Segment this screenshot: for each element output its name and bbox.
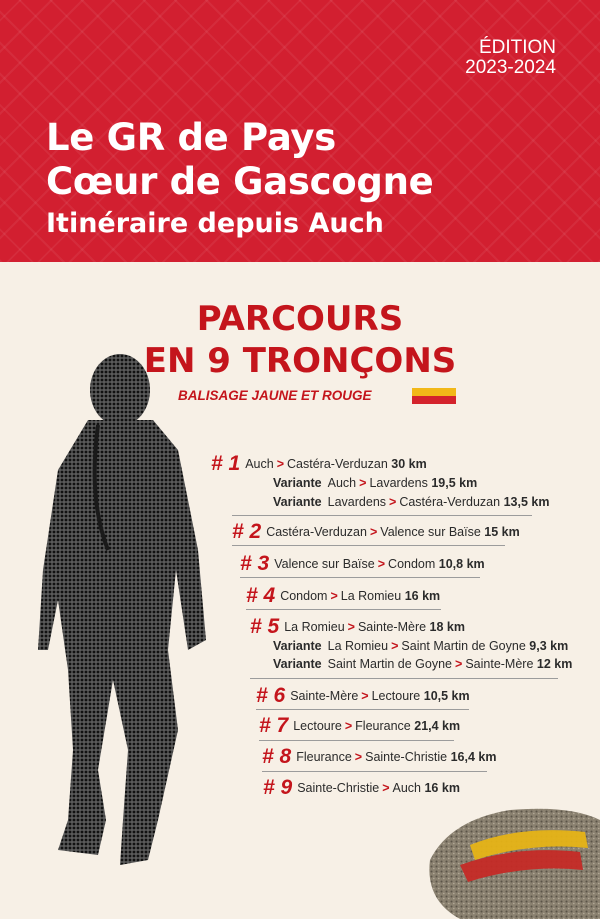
arrow-icon: >: [361, 689, 369, 703]
stage-distance: 10,8 km: [438, 557, 485, 571]
variant-to: Sainte-Mère: [465, 657, 534, 671]
variant-to: Saint Martin de Goyne: [401, 639, 526, 653]
stage-distance: 30 km: [391, 457, 427, 471]
arrow-icon: >: [389, 495, 397, 509]
title-line-2: Cœur de Gascogne: [46, 160, 434, 203]
stage-divider: [259, 740, 454, 741]
variant-to: Castéra-Verduzan: [399, 495, 501, 509]
stage-divider: [262, 771, 487, 772]
waymark-flag-icon: [412, 388, 456, 404]
edition-label: [465, 38, 556, 78]
variant-label: Variante: [273, 476, 322, 490]
page-subtitle: Itinéraire depuis Auch: [46, 208, 384, 239]
variant-from: La Romieu: [327, 639, 389, 653]
stage-to: Sainte-Mère: [357, 620, 427, 634]
variant-distance: 9,3 km: [529, 639, 569, 653]
stage-distance: 21,4 km: [414, 719, 461, 733]
stage-number: # 2: [232, 520, 262, 543]
stage-number: # 5: [250, 615, 280, 638]
stage-row: [256, 684, 470, 708]
stage-distance: 18 km: [429, 620, 465, 634]
stage-divider: [256, 709, 469, 710]
arrow-icon: >: [344, 719, 353, 733]
arrow-icon: >: [354, 750, 363, 764]
stage-distance: 16 km: [424, 781, 460, 795]
stage-to: La Romieu: [340, 589, 402, 603]
stage-distance: 10,5 km: [423, 689, 470, 703]
variant-row: [273, 495, 549, 509]
stage-row: [211, 452, 427, 476]
stage-from: Sainte-Mère: [290, 689, 359, 703]
stage-from: Fleurance: [296, 750, 352, 764]
balisage-label: BALISAGE JAUNE ET ROUGE: [178, 388, 372, 403]
flag-yellow-stripe: [412, 388, 456, 396]
arrow-icon: >: [347, 620, 355, 634]
arrow-icon: >: [455, 657, 463, 671]
edition-years: 2023-2024: [465, 57, 556, 78]
stage-number: # 1: [211, 452, 241, 475]
stage-from: Auch: [245, 457, 274, 471]
stage-row: [246, 584, 440, 608]
stage-distance: 16 km: [404, 589, 441, 603]
variant-row: [273, 657, 572, 671]
arrow-icon: >: [330, 589, 338, 603]
stage-to: Fleurance: [355, 719, 411, 733]
stage-row: [240, 552, 485, 576]
heading-line-1: PARCOURS: [196, 299, 404, 339]
stage-number: # 3: [240, 552, 270, 575]
stage-to: Lectoure: [371, 689, 421, 703]
page-title: [46, 116, 433, 204]
waymark-stone-icon: [420, 790, 600, 919]
stage-number: # 8: [262, 745, 292, 768]
variant-to: Lavardens: [369, 476, 428, 490]
variant-distance: 12 km: [536, 657, 573, 671]
arrow-icon: >: [276, 457, 285, 471]
stage-number: # 7: [259, 714, 289, 737]
heading-line-2: EN 9 TRONÇONS: [143, 341, 457, 381]
cover-header: [0, 0, 600, 262]
stage-to: Valence sur Baïse: [380, 525, 481, 539]
stage-distance: 15 km: [484, 525, 520, 539]
title-line-1: Le GR de Pays: [46, 116, 336, 159]
stage-from: Condom: [280, 589, 328, 603]
variant-row: [273, 476, 477, 490]
stage-divider: [240, 577, 480, 578]
flag-red-stripe: [412, 396, 456, 404]
stage-divider: [246, 609, 441, 610]
stage-row: [259, 714, 460, 738]
arrow-icon: >: [369, 525, 378, 539]
edition-word: ÉDITION: [478, 37, 556, 58]
stage-divider: [232, 545, 505, 546]
stage-row: [232, 520, 520, 544]
variant-label: Variante: [273, 657, 322, 671]
variant-label: Variante: [273, 495, 322, 509]
stage-to: Castéra-Verduzan: [287, 457, 388, 471]
stage-from: Lectoure: [293, 719, 342, 733]
stage-divider: [232, 515, 532, 516]
variant-distance: 13,5 km: [503, 495, 550, 509]
stage-from: Sainte-Christie: [297, 781, 380, 795]
arrow-icon: >: [377, 557, 386, 571]
arrow-icon: >: [359, 476, 367, 490]
variant-distance: 19,5 km: [431, 476, 478, 490]
variant-label: Variante: [273, 639, 322, 653]
stage-row: [250, 615, 465, 639]
stage-distance: 16,4 km: [450, 750, 497, 764]
variant-from: Saint Martin de Goyne: [327, 657, 453, 671]
arrow-icon: >: [382, 781, 390, 795]
stage-from: Valence sur Baïse: [274, 557, 375, 571]
stage-number: # 4: [246, 584, 276, 607]
stage-to: Condom: [388, 557, 436, 571]
hiker-illustration-icon: [28, 350, 228, 880]
stage-to: Auch: [392, 781, 421, 795]
stage-from: Castéra-Verduzan: [266, 525, 367, 539]
variant-from: Auch: [327, 476, 357, 490]
arrow-icon: >: [391, 639, 399, 653]
stage-number: # 9: [263, 776, 293, 799]
variant-from: Lavardens: [327, 495, 387, 509]
stage-row: [262, 745, 496, 769]
stage-from: La Romieu: [284, 620, 345, 634]
stage-divider: [250, 678, 558, 679]
stage-number: # 6: [256, 684, 286, 707]
stage-to: Sainte-Christie: [365, 750, 448, 764]
variant-row: [273, 639, 568, 653]
